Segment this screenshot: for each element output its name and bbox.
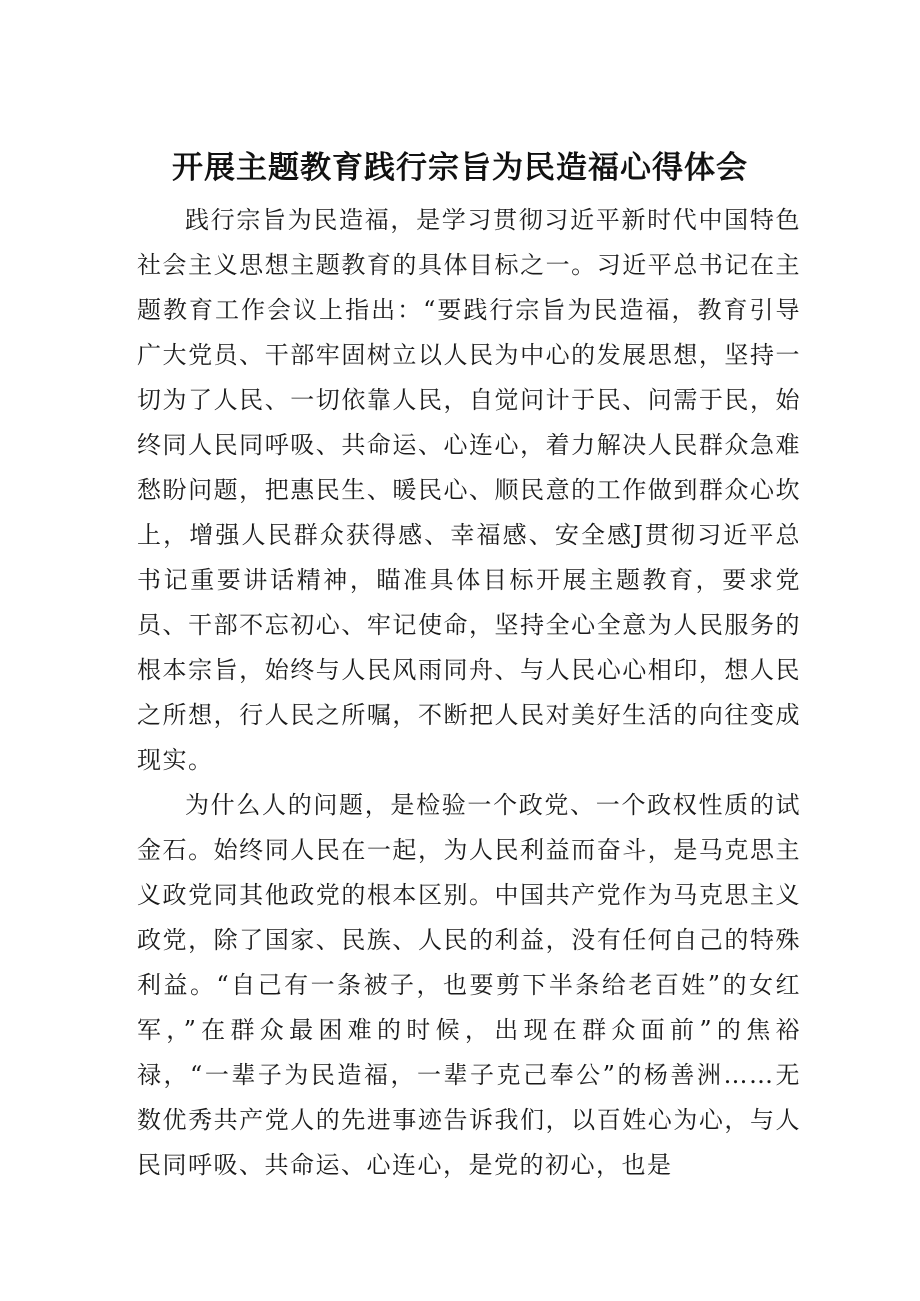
paragraph-2: 为什么人的问题，是检验一个政党、一个政权性质的试金石。始终同人民在一起，为人民利益而奋斗，是马克思主义政党同其他政党的根本区别。中国共产党作为马克思主义政党，除了国家、民族、人民的利益，没有任何自己的特殊利益。“自己有一条被子，也要剪下半条给老百姓”的女红军，”在群众最困难的时候，出现在群众面前”的焦裕禄，“一辈子为民造福，一辈子克己奉公”的杨善洲……无数优秀共产党人的先进事迹告诉我们，以百姓心为心，与人民同呼吸、共命运、心连心，是党的初心，也是 (137, 791, 801, 1179)
document-title: 开展主题教育践行宗旨为民造福心得体会 (172, 150, 748, 186)
document-body (137, 198, 801, 1188)
paragraph-1: 践行宗旨为民造福，是学习贯彻习近平新时代中国特色社会主义思想主题教育的具体目标之一。习近平总书记在主题教育工作会议上指出：“要践行宗旨为民造福，教育引导广大党员、干部牢固树立以人民为中心的发展思想，坚持一切为了人民、一切依靠人民，自觉问计于民、问需于民，始终同人民同呼吸、共命运、心连心，着力解决人民群众急难愁盼问题，把惠民生、暖民心、顺民意的工作做到群众心坎上，增强人民群众获得感、幸福感、安全感J贯彻习近平总书记重要讲话精神，瞄准具体目标开展主题教育，要求党员、干部不忘初心、牢记使命，坚持全心全意为人民服务的根本宗旨，始终与人民风雨同舟、与人民心心相印，想人民之所想，行人民之所嘱，不断把人民对美好生活的向往变成现实。 (137, 206, 801, 774)
